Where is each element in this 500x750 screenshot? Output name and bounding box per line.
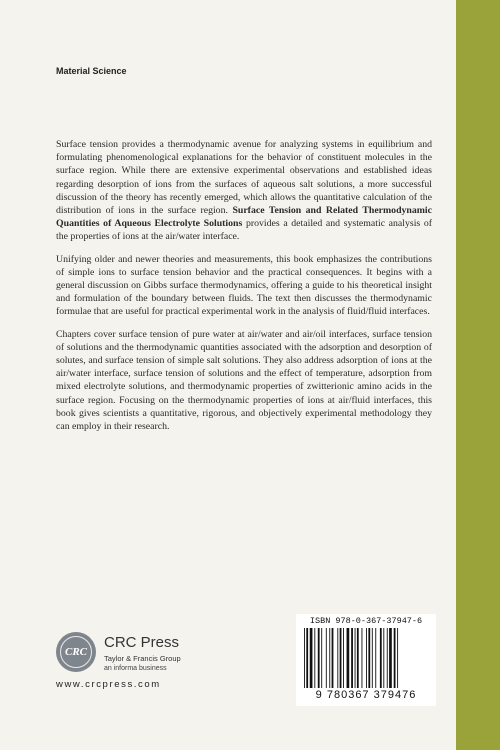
category-label: Material Science: [56, 66, 127, 76]
blurb-p1-outro: provides a detailed and systematic analysis of the properties of ions at the air/water interface.: [56, 218, 433, 243]
isbn-barcode: [296, 614, 436, 706]
publisher-group: Taylor & Francis Group: [104, 654, 181, 663]
book-title-bold: Surface Tension and Related Thermodynamic Quantities of Aqueous Electrolyte Solutions: [56, 205, 433, 230]
back-cover-blurb: [56, 138, 432, 442]
spine-strip: [456, 0, 500, 750]
publisher-block: [56, 632, 216, 692]
barcode-bars: [304, 628, 428, 688]
blurb-paragraph-1: [56, 138, 432, 244]
blurb-paragraph-3: Chapters cover surface tension of pure water at air/water and air/oil interfaces, surface tension of solutions and the thermodynamic quantities associated with the adsorption and desorption of solutes, and surface tension of simple salt solutions. They also address adsorption of ions at the air/water interface, surface tension of solutions and the effect of temperature, adsorption from mixed electrolyte solutions, and thermodynamic properties of zwitterionic amino acids in the surface region. Focusing on the thermodynamic properties of ions at air/fluid interfaces, this book gives scientists a quantitative, rigorous, and objectively experimental methodology they can employ in their research.: [56, 328, 432, 433]
blurb-paragraph-2: Unifying older and newer theories and measurements, this book emphasizes the contributions of simple ions to surface tension behavior and the practical consequences. It begins with a general discussion on Gibbs surface thermodynamics, offering a guide to his theoretical insight and formulation of the boundary between fluids. The text then discusses the thermodynamic formulae that are useful for practical experimental work in the analysis of fluid/fluid interfaces.: [56, 253, 432, 318]
publisher-name: CRC Press: [104, 634, 180, 651]
isbn-number: ISBN 978-0-367-37947-6: [309, 616, 423, 626]
crc-logo-icon: [56, 632, 96, 672]
crc-logo-text: CRC: [60, 636, 92, 668]
publisher-website: www.crcpress.com: [56, 679, 161, 690]
barcode-digits: 9 780367 379476: [315, 689, 417, 701]
blurb-p1-intro: Surface tension provides a thermodynamic avenue for analyzing systems in equilibrium and formulating phenomenological explanations for the behavior of constituent molecules in the surface region. While there are extensive experimental observations and established ideas regarding desorption of ions from the surfaces of aqueous salt solutions, a more successful discussion of the theory has recently emerged, which allows the quantitative calculation of the distribution of ions in the surface region.: [56, 139, 432, 217]
publisher-tagline: an informa business: [104, 665, 167, 672]
